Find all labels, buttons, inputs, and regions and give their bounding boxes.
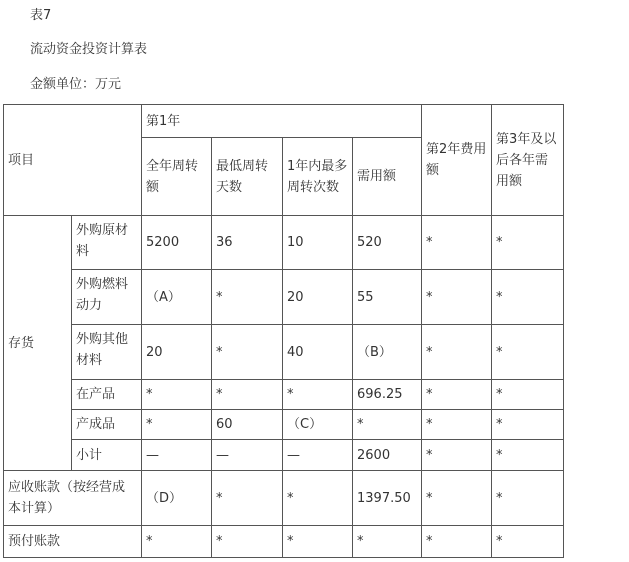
table-row (4, 216, 564, 270)
cell: — (283, 440, 353, 471)
cell: （D） (142, 471, 212, 526)
cell: * (422, 380, 492, 410)
cell: 60 (212, 410, 283, 440)
cell: * (212, 380, 283, 410)
header-year3: 第3年及以后各年需用额 (492, 105, 564, 216)
cell: 2600 (353, 440, 422, 471)
header-min-days: 最低周转天数 (212, 138, 283, 216)
cell: 55 (353, 270, 422, 325)
row-name: 在产品 (72, 380, 142, 410)
table-row (4, 380, 564, 410)
cell: * (492, 380, 564, 410)
row-name: 小计 (72, 440, 142, 471)
cell: * (142, 410, 212, 440)
table-row (4, 325, 564, 380)
table-row (4, 270, 564, 325)
cell: * (422, 216, 492, 270)
header-max-times: 1年内最多周转次数 (283, 138, 353, 216)
table-number: 表7 (30, 8, 52, 23)
header-year1: 第1年 (142, 105, 422, 138)
cell: * (422, 325, 492, 380)
cell: * (492, 526, 564, 558)
cell: * (283, 526, 353, 558)
header-turnover-amount: 全年周转额 (142, 138, 212, 216)
table-title: 流动资金投资计算表 (30, 42, 148, 57)
header-required: 需用额 (353, 138, 422, 216)
cell: * (353, 526, 422, 558)
inventory-label: 存货 (4, 216, 72, 471)
header-item: 项目 (4, 105, 142, 216)
row-name: 产成品 (72, 410, 142, 440)
cell: * (422, 410, 492, 440)
cell: 520 (353, 216, 422, 270)
cell: * (492, 471, 564, 526)
cell: 40 (283, 325, 353, 380)
row-name: 外购燃料动力 (72, 270, 142, 325)
cell: * (422, 440, 492, 471)
cell: 696.25 (353, 380, 422, 410)
cell: * (492, 410, 564, 440)
cell: 1397.50 (353, 471, 422, 526)
cell: * (353, 410, 422, 440)
cell: * (142, 526, 212, 558)
cell: * (422, 471, 492, 526)
cell: * (283, 471, 353, 526)
cell: （A） (142, 270, 212, 325)
cell: （B） (353, 325, 422, 380)
cell: * (212, 270, 283, 325)
cell: 10 (283, 216, 353, 270)
row-name: 预付账款 (4, 526, 142, 558)
cell: * (422, 270, 492, 325)
row-name: 应收账款（按经营成本计算） (4, 471, 142, 526)
cell: * (422, 526, 492, 558)
table-row (4, 471, 564, 526)
cell: 20 (142, 325, 212, 380)
cell: （C） (283, 410, 353, 440)
row-name: 外购其他材料 (72, 325, 142, 380)
cell: * (492, 270, 564, 325)
cell: 5200 (142, 216, 212, 270)
cell: * (492, 216, 564, 270)
table-row (4, 440, 564, 471)
cell: * (212, 325, 283, 380)
cell: * (212, 471, 283, 526)
cell: 20 (283, 270, 353, 325)
header-year2: 第2年费用额 (422, 105, 492, 216)
capital-investment-table (3, 104, 564, 558)
amount-unit: 金额单位：万元 (30, 77, 122, 92)
cell: — (212, 440, 283, 471)
row-name: 外购原材料 (72, 216, 142, 270)
cell: * (142, 380, 212, 410)
cell: * (283, 380, 353, 410)
cell: 36 (212, 216, 283, 270)
cell: * (492, 440, 564, 471)
cell: * (492, 325, 564, 380)
cell: * (212, 526, 283, 558)
cell: — (142, 440, 212, 471)
table-row (4, 526, 564, 558)
table-row (4, 410, 564, 440)
